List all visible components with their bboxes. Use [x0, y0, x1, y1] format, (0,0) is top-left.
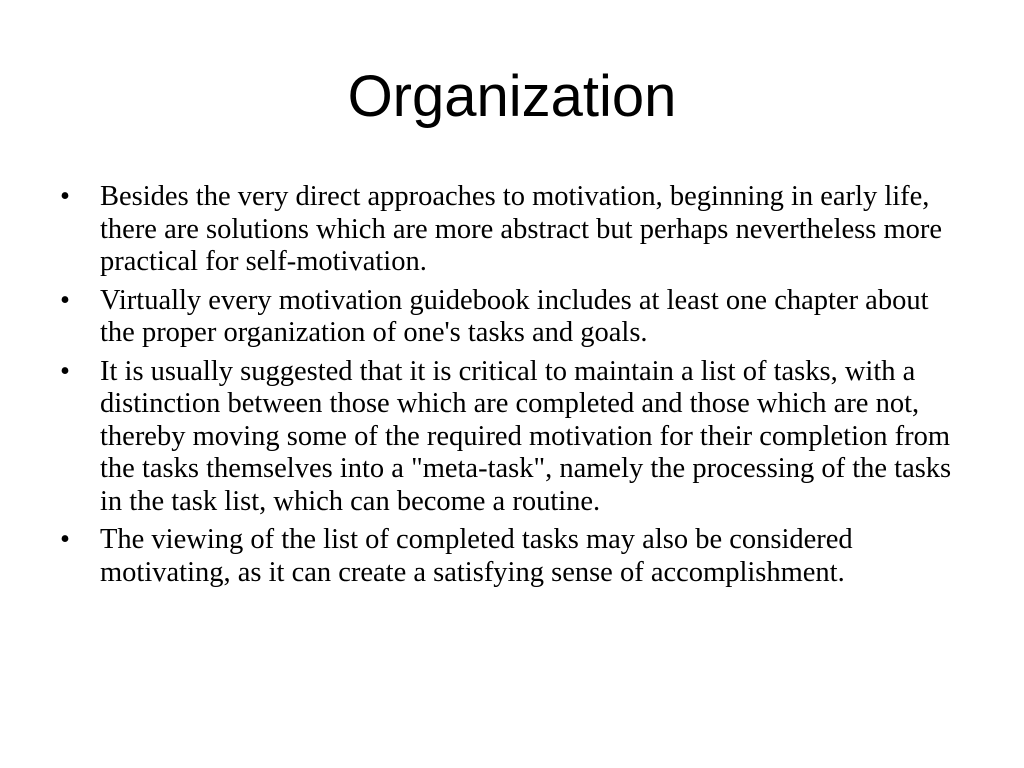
- bullet-text: Virtually every motivation guidebook includes at least one chapter about the proper organization of one's tasks and goals.: [100, 284, 929, 348]
- bullet-item: [60, 285, 960, 350]
- bullet-mark: •: [60, 284, 70, 316]
- slide-title: Organization: [347, 64, 677, 129]
- bullet-mark: •: [60, 524, 70, 555]
- bullet-text: It is usually suggested that it is critical to maintain a list of tasks, with a distinction between those which are completed and those which are not, thereby moving some of the required motivation for their completion from the tasks themselves into a "meta-task", namely the processing of the tasks in the task list, which can become a routine.: [100, 355, 952, 517]
- bullet-mark: •: [60, 181, 70, 212]
- bullet-text: The viewing of the list of completed tasks may also be considered motivating, as it can create a satisfying sense of accomplishment.: [100, 524, 853, 588]
- bullet-mark: •: [60, 355, 70, 387]
- bullet-list: [60, 181, 960, 595]
- bullet-item: [60, 181, 960, 279]
- bullet-item: [60, 524, 960, 589]
- bullet-text: Besides the very direct approaches to motivation, beginning in early life, there are solutions which are more abstract but perhaps nevertheless more practical for self-motivation.: [100, 181, 943, 277]
- bullet-item: [60, 356, 960, 519]
